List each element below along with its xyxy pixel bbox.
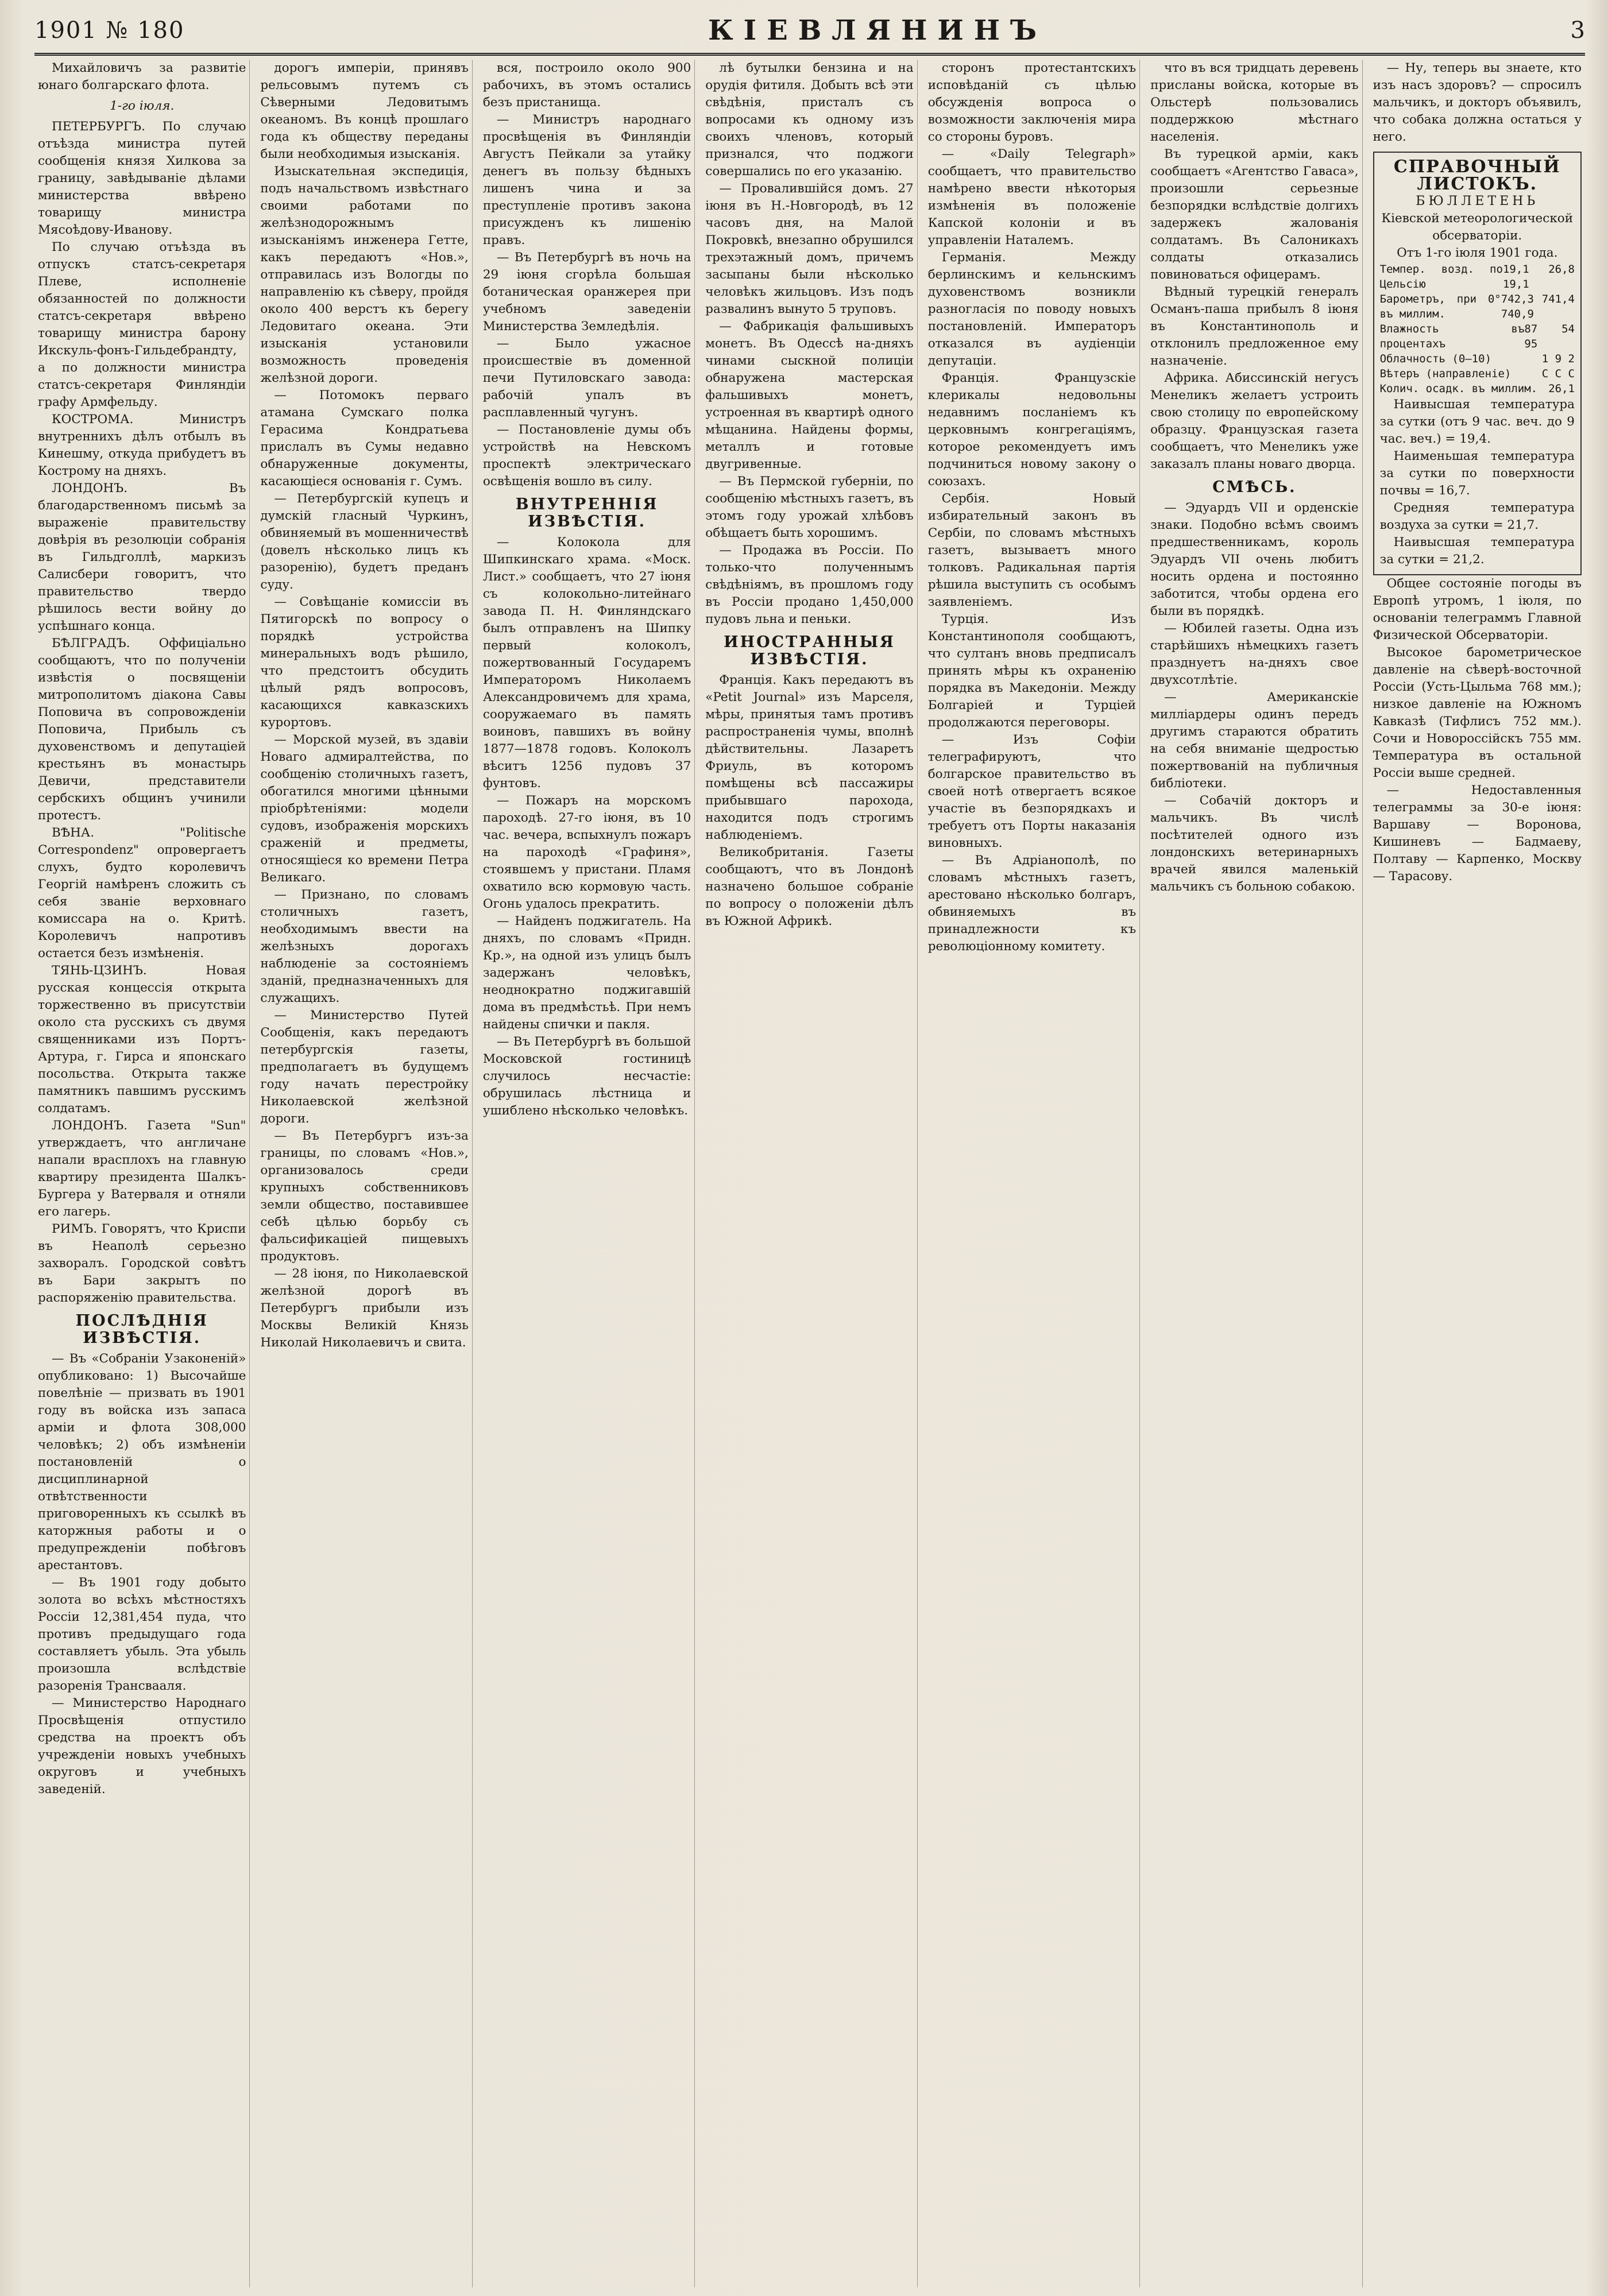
bulletin-subtitle: БЮЛЛЕТЕНЬ (1416, 194, 1539, 208)
weather-values: 1 9 2 (1541, 353, 1575, 365)
article-paragraph: — 28 іюня, по Николаевской желѣзной дорогѣ въ Петербургъ прибыли изъ Москвы Великій Князь Николай Николаевичъ и свита. (260, 1267, 469, 1350)
article-paragraph: Сербія. Новый избирательный законъ въ Сербіи, по словамъ мѣстныхъ газетъ, вызываетъ много толковъ. Радикальная партія рѣшила выступить съ особымъ заявленіемъ. (927, 491, 1137, 609)
weather-label: Колич. осадк. въ миллим. (1379, 382, 1538, 395)
article-paragraph: дорогъ имперіи, принявъ рельсовымъ путемъ съ Сѣверными Ледовитымъ океаномъ. Въ концѣ прошлаго года къ обществу переданы были необходимыя изысканія. (260, 61, 469, 161)
article-paragraph: — Недоставленныя телеграммы за 30-е іюня: Варшаву — Воронова, Кишиневъ — Бадмаеву, Полтаву — Карпенко, Москву — Тарасову. (1373, 783, 1582, 884)
article-paragraph: Германія. Между берлинскимъ и кельнскимъ духовенствомъ возникли разногласія по поводу новыхъ постановленій. Императоръ отказался въ аудіенціи депутаціи. (927, 250, 1137, 368)
article-paragraph: — Петербургскій купецъ и думскій гласный Чуркинъ, обвиняемый въ мошенничествѣ (довелъ нѣсколько лицъ къ разоренію), будетъ преданъ суду. (260, 491, 469, 592)
article-paragraph: Вѣдный турецкій генералъ Османъ-паша прибылъ 8 іюня въ Константинополь и отклонилъ предложенное ему назначеніе. (1150, 285, 1359, 368)
article-paragraph: — Совѣщаніе комиссіи въ Пятигорскѣ по вопросу о порядкѣ устройства минеральныхъ водъ рѣшило, что предстоитъ обсудить цѣлый рядъ вопросовъ, касающихся кавказскихъ курортовъ. (260, 595, 469, 730)
masthead-rule (34, 53, 1585, 56)
column-1 (34, 60, 250, 2287)
article-paragraph: — Въ Пермской губерніи, по сообщенію мѣстныхъ газетъ, въ этомъ году урожай хлѣбовъ обѣщаетъ быть хорошимъ. (705, 474, 914, 540)
article-paragraph: — Продажа въ Россіи. По только-что полученнымъ свѣдѣніямъ, въ прошломъ году въ Россіи продано 1,450,000 пудовъ льна и пеньки. (705, 543, 914, 626)
weather-label: Барометръ, при 0° въ миллим. (1379, 293, 1501, 320)
article-paragraph: Высокое барометрическое давленіе на сѣверѣ-восточной Россіи (Усть-Цыльма 768 мм.); низкое давленіе на Южномъ Кавказѣ (Тифлисъ 752 мм.). Сочи и Новороссійскъ 755 мм. Температура въ остальной Россіи выше средней. (1373, 645, 1582, 780)
column-3 (480, 60, 695, 2287)
article-paragraph: — Министерство Путей Сообщенія, какъ передаютъ петербургскія газеты, предполагаетъ въ будущемъ году начать перестройку Николаевской желѣзной дороги. (260, 1008, 469, 1126)
dateline: 1-го іюля. (110, 99, 175, 113)
column-6 (1147, 60, 1362, 2287)
article-paragraph: — Министръ народнаго просвѣщенія въ Финляндіи Августъ Пейкали за утайку денегъ въ пользу бѣдныхъ лишенъ чина и за преступленіе противъ закона присужденъ къ лишенію правъ. (482, 113, 691, 247)
article-paragraph: — Найденъ поджигатель. На дняхъ, по словамъ «Придн. Кр.», на одной изъ улицъ былъ задержанъ человѣкъ, неоднократно поджигавшій дома въ предмѣстьѣ. При немъ найдены спички и пакля. (482, 914, 691, 1032)
article-paragraph: — «Daily Telegraph» сообщаетъ, что правительство намѣрено ввести нѣкоторыя измѣненія въ положеніе Капской колоніи и въ управленіи Наталемъ. (927, 147, 1137, 247)
newspaper-title: КІЕВЛЯНИНЪ (708, 14, 1047, 47)
article-paragraph: Общее состояніе погоды въ Европѣ утромъ, 1 іюля, по основаніи телеграммъ Главной Физической Обсерваторіи. (1373, 576, 1582, 642)
bulletin-title: СПРАВОЧНЫЙ ЛИСТОКЪ. (1393, 157, 1561, 194)
article-paragraph: — Пожаръ на морскомъ пароходѣ. 27-го іюня, въ 10 час. вечера, вспыхнулъ пожаръ на пароходѣ «Графиня», стоявшемъ у пристани. Пламя охватило всю кормовую часть. Огонь удалось прекратить. (482, 793, 691, 911)
weather-row (1380, 322, 1575, 351)
article-paragraph: что въ вся тридцать деревень присланы войска, которые въ Ольстерѣ пользовались поддержкою мѣстнаго населенія. (1150, 61, 1359, 144)
weather-values: 742,3 741,4 740,9 (1501, 293, 1575, 320)
weather-row (1380, 351, 1575, 366)
article-paragraph: Изыскательная экспедиція, подъ начальствомъ извѣстнаго своими работами по желѣзнодорожнымъ изысканіямъ инженера Гетте, какъ передаютъ «Нов.», отправилась изъ Вологды по направленію къ сѣверу, пройдя около 400 верстъ къ берегу Ледовитаго океана. Эти изысканія установили возможность проведенія желѣзной дороги. (260, 164, 469, 385)
article-paragraph: — Фабрикація фальшивыхъ монетъ. Въ Одессѣ на-дняхъ чинами сыскной полиціи обнаружена мастерская фальшивыхъ монетъ, устроенная въ квартирѣ одного мѣщанина. Найдены формы, металлъ и готовые двугривенные. (705, 319, 914, 471)
weather-row (1380, 366, 1575, 381)
column-2 (257, 60, 472, 2287)
article-paragraph: лѣ бутылки бензина и на орудія фитиля. Добыть всѣ эти свѣдѣнія, присталъ съ вопросами къ одному изъ своихъ членовъ, который признался, что поджоги совершались по его указанію. (705, 61, 914, 179)
column-5 (925, 60, 1140, 2287)
article-paragraph: — Потомокъ перваго атамана Сумскаго полка Герасима Кондратьева прислалъ въ Сумы недавно обнаруженные документы, касающіеся основанія г. Сумъ. (260, 388, 469, 489)
weather-note: Наименьшая температура за сутки по поверхности почвы = 16,7. (1379, 449, 1575, 498)
article-paragraph: — Колокола для Шипкинскаго храма. «Моск. Лист.» сообщаетъ, что 27 іюня съ колокольно-литейнаго завода П. Н. Финляндскаго былъ отправленъ на Шипку первый колоколъ, пожертвованный Государемъ Императоромъ Николаемъ Александровичемъ для храма, сооружаемаго въ память воиновъ, павшихъ въ войну 1877—1878 годовъ. Колоколъ вѣситъ 1256 пудовъ 37 фунтовъ. (482, 535, 691, 791)
article-paragraph: — Постановленіе думы объ устройствѣ на Невскомъ проспектѣ электрическаго освѣщенія вошло въ силу. (482, 423, 691, 489)
article-paragraph: — Въ Адріанополѣ, по словамъ мѣстныхъ газетъ, арестовано нѣсколько болгаръ, обвиняемыхъ въ принадлежности къ революціонному комитету. (927, 853, 1137, 954)
weather-note: Наивысшая температура за сутки (отъ 9 час. веч. до 9 час. веч.) = 19,4. (1379, 397, 1575, 446)
article-paragraph: — Въ «Собраніи Узаконеній» опубликовано: 1) Высочайше повелѣніе — призвать въ 1901 году въ войска изъ запаса арміи и флота 308,000 человѣкъ; 2) объ измѣненіи постановленій о дисциплинарной отвѣтственности приговоренныхъ къ ссылкѣ въ каторжныя работы и о предупрежденіи побѣговъ арестантовъ. (38, 1352, 246, 1573)
weather-label: Темпер. возд. по Цельсію (1379, 263, 1503, 291)
article-paragraph: — Собачій докторъ и мальчикъ. Въ числѣ посѣтителей одного изъ лондонскихъ ветеринарныхъ врачей явился маленькій мальчикъ съ больною собакою. (1150, 793, 1359, 894)
article-paragraph: ПЕТЕРБУРГЪ. По случаю отъѣзда министра путей сообщенія князя Хилкова за границу, завѣдываніе дѣлами министерства ввѣрено товарищу министра Мясоѣдову-Иванову. (38, 119, 246, 237)
article-paragraph: ВѢНА. "Politische Correspondenz" опровергаетъ слухъ, будто королевичъ Георгій намѣренъ сложить съ себя званіе верховнаго комиссара на о. Критѣ. Королевичъ напротивъ остается безъ измѣненія. (38, 826, 246, 961)
weather-note: Средняя температура воздуха за сутки = 21,7. (1379, 501, 1575, 532)
article-paragraph: — Было ужасное происшествіе въ доменной печи Путиловскаго завода: рабочій упалъ въ расплавленный чугунъ. (482, 336, 691, 420)
bulletin-desc: Кіевской метеорологической обсерваторіи. (1381, 211, 1574, 243)
article-paragraph: Въ турецкой арміи, какъ сообщаетъ «Агентство Гаваса», произошли серьезные безпорядки вслѣдствіе долгихъ задержекъ жалованія солдатамъ. Въ Салоникахъ солдаты отказались повиноваться офицерамъ. (1150, 147, 1359, 282)
article-paragraph: Михайловичъ за развитіе юнаго болгарскаго флота. (38, 61, 246, 92)
section-heading: СМѢСЬ. (1212, 478, 1297, 496)
weather-label: Влажность въ процентахъ (1379, 323, 1525, 350)
article-paragraph: — Юбилей газеты. Одна изъ старѣйшихъ нѣмецкихъ газетъ празднуетъ на-дняхъ свое двухсотлѣтіе. (1150, 621, 1359, 687)
article-paragraph: — Изъ Софіи телеграфируютъ, что болгарское правительство въ своей нотѣ отвергаетъ всякое участіе въ безпорядкахъ и требуетъ отъ Порты наказанія виновныхъ. (927, 733, 1137, 850)
reference-bulletin (1373, 152, 1582, 575)
section-heading: ИНОСТРАННЫЯ ИЗВѢСТІЯ. (724, 633, 895, 668)
weather-row (1380, 381, 1575, 396)
page-number: 3 (1570, 17, 1585, 44)
issue-number: 1901 № 180 (34, 17, 185, 44)
article-paragraph: — Эдуардъ VII и орденскіе знаки. Подобно всѣмъ своимъ предшественникамъ, король Эдуардъ VII очень любитъ носить ордена и постоянно заботится, чтобы ордена его были въ порядкѣ. (1150, 501, 1359, 618)
article-paragraph: ТЯНЬ-ЦЗИНЪ. Новая русская концессія открыта торжественно въ присутствіи около ста русскихъ съ двумя священниками изъ Портъ-Артура, г. Гирса и японскаго посольства. Открыта также памятникъ павшимъ русскимъ солдатамъ. (38, 963, 246, 1116)
article-paragraph: Африка. Абиссинскій негусъ Менеликъ желаетъ устроить свою столицу по европейскому образцу. Французская газета сообщаетъ, что Менеликъ уже заказалъ планы новаго дворца. (1150, 371, 1359, 471)
article-paragraph: — Въ Петербургѣ въ большой Московской гостиницѣ случилось несчастіе: обрушилась лѣстница и ушиблено нѣсколько человѣкъ. (482, 1035, 691, 1118)
weather-table (1380, 262, 1575, 396)
article-paragraph: — Американскіе миллiардеры одинъ передъ другимъ стараются обратить на себя вниманіе щедростью пожертвованій на публичныя библіотеки. (1150, 690, 1359, 791)
weather-values: 26,1 (1548, 382, 1575, 395)
article-paragraph: Турція. Изъ Константинополя сообщаютъ, что султанъ вновь предписалъ принять мѣры къ охраненію порядка въ Македоніи. Между Болгаріей и Турціей продолжаются переговоры. (927, 612, 1137, 730)
weather-note: Наивысшая температура за сутки = 21,2. (1379, 535, 1575, 567)
weather-values: 87 54 95 (1524, 323, 1575, 350)
article-paragraph: КОСТРОМА. Министръ внутреннихъ дѣлъ отбылъ въ Кинешму, откуда прибудетъ въ Кострому на дняхъ. (38, 412, 246, 478)
column-7 (1370, 60, 1585, 2287)
weather-row (1380, 262, 1575, 292)
weather-label: Облачность (0—10) (1379, 353, 1492, 365)
section-heading: ПОСЛѢДНІЯ ИЗВѢСТІЯ. (75, 1312, 208, 1347)
article-paragraph: ЛОНДОНЪ. Газета "Sun" утверждаетъ, что англичане напали врасплохъ на главную квартиру президента Шалкъ-Бургера у Ватерваля и отняли его лагерь. (38, 1118, 246, 1219)
weather-values: 19,1 26,8 19,1 (1502, 263, 1575, 291)
column-4 (702, 60, 917, 2287)
article-paragraph: ЛОНДОНЪ. Въ благодарственномъ письмѣ за выраженіе правительству довѣрія въ резолюціи собранія въ Гильдголлѣ, маркизъ Салисбери говоритъ, что правительство твердо рѣшилось вести войну до успѣшнаго конца. (38, 481, 246, 633)
article-paragraph: РИМЪ. Говорятъ, что Криспи въ Неаполѣ серьезно захворалъ. Городской совѣтъ въ Бари закрытъ по распоряженію правительства. (38, 1222, 246, 1305)
article-paragraph: Франція. Французскіе клерикалы недовольны недавнимъ посланіемъ къ церковнымъ конгрегаціямъ, которое рекомендуетъ имъ подчиниться новому закону о союзахъ. (927, 371, 1137, 489)
article-paragraph: сторонъ протестантскихъ исповѣданій съ цѣлью обсужденія вопроса о возможности заключенія мира со стороны буровъ. (927, 61, 1137, 144)
bulletin-date: Отъ 1-го іюля 1901 года. (1397, 246, 1558, 260)
article-paragraph: — Морской музей, въ здавіи Новаго адмиралтейства, по сообщенію столичныхъ газетъ, обогатился многими цѣнными пріобрѣтеніями: модели судовъ, изображенія морскихъ сраженій и предметы, относящіеся ко времени Петра Великаго. (260, 733, 469, 885)
weather-values: C C C (1541, 367, 1575, 380)
article-paragraph: БѢЛГРАДЪ. Оффиціально сообщаютъ, что по полученіи извѣстія о посвященіи митрополитомъ діакона Савы Поповича въ сопровожденіи Поповича, Прибыль съ духовенствомъ и депутаціей крестьянъ въ монастырь Девичи, представители сербскихъ общинъ учинили протестъ. (38, 636, 246, 823)
article-paragraph: вся, построило около 900 рабочихъ, въ этомъ остались безъ пристанища. (482, 61, 691, 110)
article-paragraph: Франція. Какъ передаютъ въ «Petit Journal» изъ Марселя, мѣры, принятыя тамъ противъ распространенія чумы, вполнѣ дѣйствительны. Лазаретъ Фриуль, въ которомъ помѣщены всѣ пассажиры прибывшаго парохода, находится подъ строгимъ наблюденіемъ. (705, 673, 914, 842)
article-paragraph: — Ну, теперь вы знаете, кто изъ насъ здоровъ? — спросилъ мальчикъ, и докторъ объявилъ, что собака должна остаться у него. (1373, 61, 1582, 144)
article-columns (34, 60, 1585, 2287)
article-paragraph: — Провалившійся домъ. 27 іюня въ Н.-Новгородѣ, въ 12 часовъ дня, на Малой Покровкѣ, внезапно обрушился трехэтажный домъ, причемъ засыпаны были нѣсколько человѣкъ жильцовъ. Изъ подъ развалинъ вынуто 5 труповъ. (705, 181, 914, 316)
article-paragraph: Великобританія. Газеты сообщаютъ, что въ Лондонѣ назначено большое собраніе по вопросу о положеніи дѣлъ въ Южной Африкѣ. (705, 845, 914, 928)
article-paragraph: — Признано, по словамъ столичныхъ газетъ, необходимымъ ввести на желѣзныхъ дорогахъ наблюденіе за состояніемъ зданій, предназначенныхъ для служащихъ. (260, 888, 469, 1005)
article-paragraph: — Министерство Народнаго Просвѣщенія отпустило средства на проектъ объ учрежденіи новыхъ учебныхъ округовъ и учебныхъ заведеній. (38, 1696, 246, 1796)
article-paragraph: — Въ Петербургъ изъ-за границы, по словамъ «Нов.», организовалось среди крупныхъ собственниковъ земли общество, поставившее себѣ цѣлью борьбу съ фальсификаціей пищевыхъ продуктовъ. (260, 1129, 469, 1264)
section-heading: ВНУТРЕННІЯ ИЗВѢСТІЯ. (515, 495, 659, 531)
article-paragraph: По случаю отъѣзда въ отпускъ статсъ-секретаря Плеве, исполненіе обязанностей по должности статсъ-секретаря ввѣрено товарищу министра барону Икскуль-фонъ-Гильдебрандту, а по должности министра статсъ-секретаря Финляндіи графу Армфельду. (38, 240, 246, 409)
article-paragraph: — Въ 1901 году добыто золота во всѣхъ мѣстностяхъ Россіи 12,381,454 пуда, что противъ предыдущаго года составляетъ убыль. Эта убыль произошла вслѣдствіе разоренія Трансвааля. (38, 1575, 246, 1693)
masthead (34, 10, 1585, 51)
weather-label: Вѣтеръ (направленіе) (1379, 367, 1512, 380)
weather-row (1380, 292, 1575, 322)
article-paragraph: — Въ Петербургѣ въ ночь на 29 іюня сгорѣла большая ботаническая оранжерея при учебномъ заведеніи Министерства Земледѣлія. (482, 250, 691, 334)
